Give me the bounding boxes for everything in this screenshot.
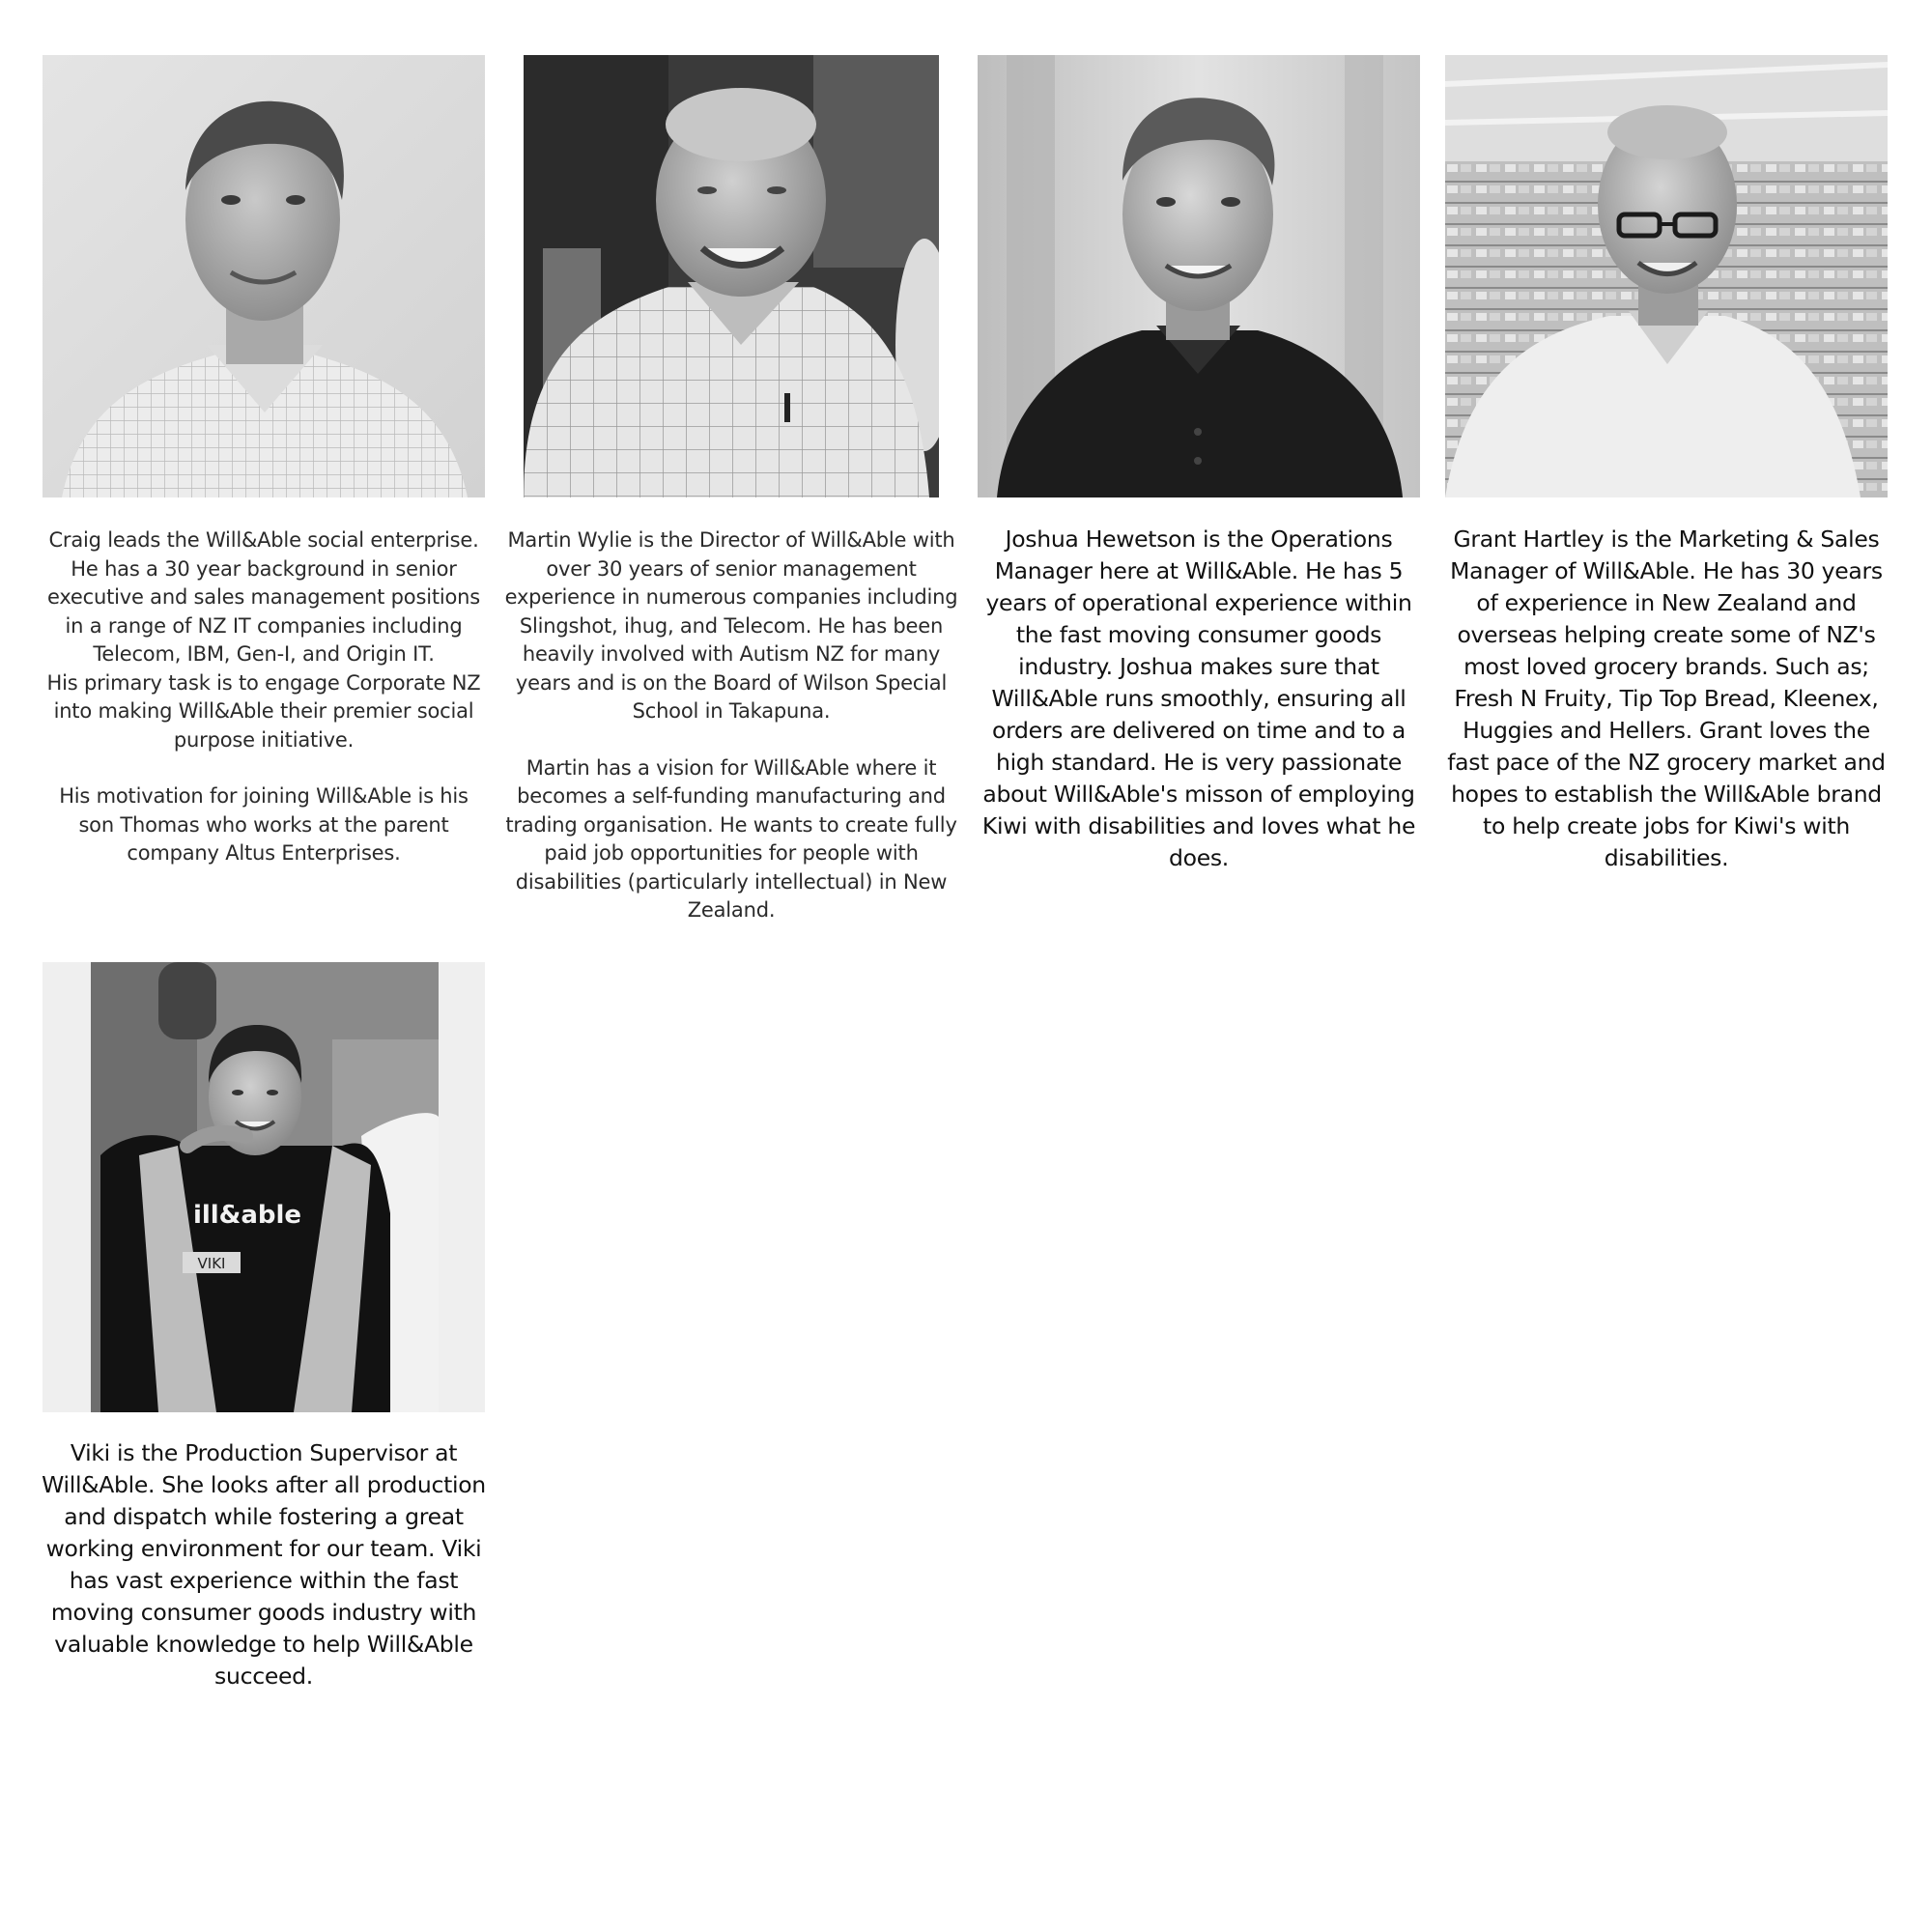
- joshua-photo: [978, 55, 1420, 497]
- craig-bio-paragraph-2: His motivation for joining Will&Able is his son Thomas who works at the parent company Altus Enterprises.: [59, 784, 469, 865]
- joshua-bio-paragraph-1: Joshua Hewetson is the Operations Manager here at Will&Able. He has 5 years of operational experience within the fast moving consumer goods industry. Joshua makes sure that Will&Able runs smoothly, ensuring all orders are delivered on time and to a high standard. He is very passionate about Will&Able's misson of employing Kiwi with disabilities and loves what he does.: [981, 526, 1416, 871]
- craig-bio-paragraph-1: Craig leads the Will&Able social enterprise. He has a 30 year background in senior executive and sales management positions in a range of NZ IT companies including Telecom, IBM, Gen-I, and Origin IT. His primary task is to engage Corporate NZ into making Will&Able their premier social purpose initiative.: [46, 528, 481, 752]
- martin-bio-paragraph-2: Martin has a vision for Will&Able where it becomes a self-funding manufacturing and trading organisation. He wants to create fully paid job opportunities for people with disabilities (particularly intellectual) in New Zealand.: [505, 755, 957, 922]
- portrait-photo-icon: [978, 55, 1420, 497]
- shirt-logo: ill&able: [192, 1201, 302, 1230]
- viki-bio: [41, 1437, 487, 1692]
- martin-bio: [495, 526, 968, 925]
- grant-bio-paragraph-1: Grant Hartley is the Marketing & Sales Manager of Will&Able. He has 30 years of experience in New Zealand and overseas helping create some of NZ's most loved grocery brands. Such as; Fresh N Fruity, Tip Top Bread, Kleenex, Huggies and Hellers. Grant loves the fast pace of the NZ grocery market and hopes to establish the Will&Able brand to help create jobs for Kiwi's with disabilities.: [1447, 526, 1886, 871]
- portrait-photo-icon: [1445, 55, 1888, 497]
- viki-bio-paragraph-1: Viki is the Production Supervisor at Will&Able. She looks after all production and dispatch while fostering a great working environment for our team. Viki has vast experience within the fast moving consumer goods industry with valuable knowledge to help Will&Able succeed.: [42, 1439, 486, 1690]
- viki-name-tag: VIKI: [197, 1255, 226, 1272]
- viki-photo: [43, 962, 485, 1412]
- portrait-photo-icon: [43, 55, 485, 497]
- joshua-bio: [976, 524, 1422, 874]
- grant-photo: [1445, 55, 1888, 497]
- portrait-photo-icon: [43, 962, 485, 1412]
- craig-bio: [39, 526, 489, 868]
- grant-bio: [1443, 524, 1889, 874]
- martin-photo: [524, 55, 939, 497]
- craig-photo: [43, 55, 485, 497]
- portrait-photo-icon: [524, 55, 939, 497]
- martin-bio-paragraph-1: Martin Wylie is the Director of Will&Able with over 30 years of senior management experience in numerous companies including Slingshot, ihug, and Telecom. He has been heavily involved with Autism NZ for many years and is on the Board of Wilson Special School in Takapuna.: [504, 528, 958, 723]
